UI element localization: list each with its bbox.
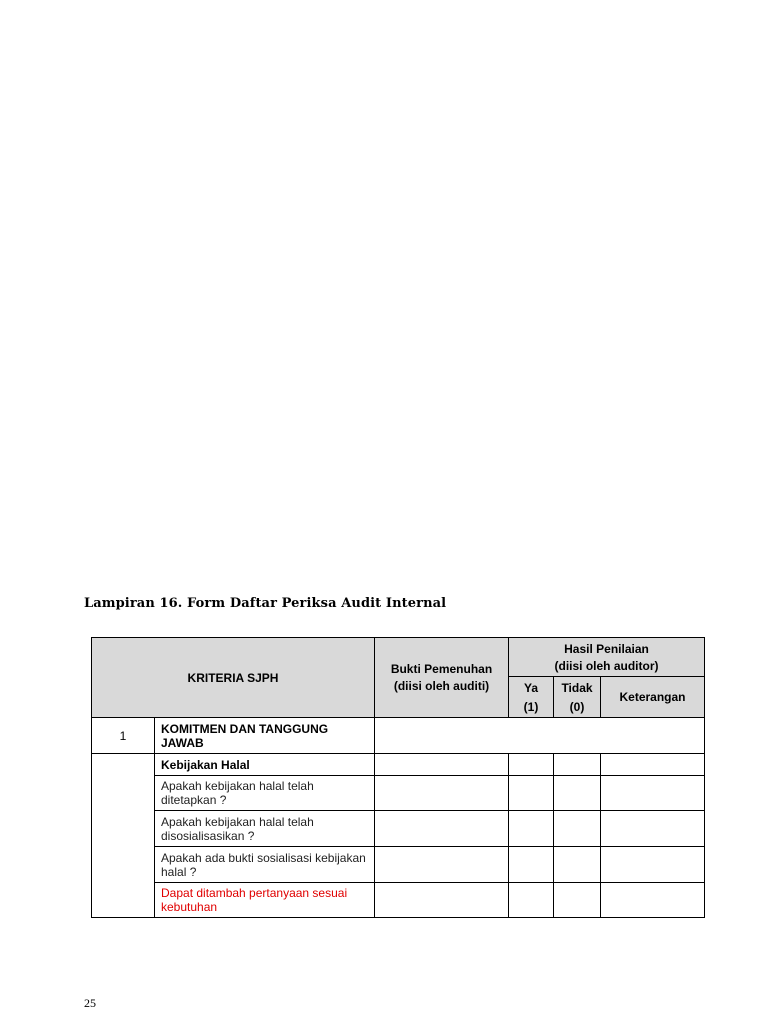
bukti-cell[interactable]	[375, 776, 509, 811]
header-kriteria: KRITERIA SJPH	[92, 638, 375, 718]
bukti-cell[interactable]	[375, 847, 509, 883]
ya-cell[interactable]	[509, 847, 554, 883]
header-hasil-line1: Hasil Penilaian	[564, 641, 649, 656]
subsection-row	[92, 754, 705, 776]
section-number: 1	[92, 718, 155, 754]
additional-questions-note: Dapat ditambah pertanyaan sesuai kebutuhan	[155, 883, 375, 918]
header-tidak-line2: (0)	[569, 699, 585, 714]
header-bukti-line1: Bukti Pemenuhan	[390, 662, 493, 676]
tidak-cell[interactable]	[554, 883, 601, 918]
header-bukti-line2: (diisi oleh auditi)	[393, 679, 490, 693]
header-tidak-line1: Tidak	[561, 680, 593, 695]
bukti-cell[interactable]	[375, 811, 509, 847]
ya-cell[interactable]	[509, 754, 554, 776]
tidak-cell[interactable]	[554, 847, 601, 883]
header-hasil-line2: (diisi oleh auditor)	[554, 658, 659, 673]
header-ya	[509, 677, 554, 718]
question-row	[92, 776, 705, 811]
header-ya-line1: Ya	[523, 680, 538, 695]
number-column-empty	[92, 754, 155, 918]
question-text: Apakah ada bukti sosialisasi kebijakan halal ?	[155, 847, 375, 883]
note-row	[92, 883, 705, 918]
keterangan-cell[interactable]	[601, 776, 705, 811]
tidak-cell[interactable]	[554, 776, 601, 811]
bukti-cell[interactable]	[375, 754, 509, 776]
page-number: 25	[84, 996, 96, 1010]
header-ya-line2: (1)	[523, 699, 539, 714]
ya-cell[interactable]	[509, 883, 554, 918]
subsection-title: Kebijakan Halal	[155, 754, 375, 776]
document-title: Lampiran 16. Form Daftar Periksa Audit Internal	[84, 596, 447, 611]
tidak-cell[interactable]	[554, 811, 601, 847]
question-text: Apakah kebijakan halal telah ditetapkan ?	[155, 776, 375, 811]
header-bukti-pemenuhan	[375, 638, 509, 718]
ya-cell[interactable]	[509, 776, 554, 811]
keterangan-cell[interactable]	[601, 883, 705, 918]
keterangan-cell[interactable]	[601, 754, 705, 776]
section-title: KOMITMEN DAN TANGGUNG JAWAB	[155, 718, 375, 754]
audit-checklist-table	[91, 637, 705, 918]
bukti-cell[interactable]	[375, 883, 509, 918]
question-text: Apakah kebijakan halal telah disosialisasikan ?	[155, 811, 375, 847]
keterangan-cell[interactable]	[601, 811, 705, 847]
tidak-cell[interactable]	[554, 754, 601, 776]
section-row	[92, 718, 705, 754]
question-row	[92, 811, 705, 847]
header-keterangan: Keterangan	[601, 677, 705, 718]
header-tidak	[554, 677, 601, 718]
header-hasil-penilaian	[509, 638, 705, 677]
header-row-1	[92, 638, 705, 677]
keterangan-cell[interactable]	[601, 847, 705, 883]
question-row	[92, 847, 705, 883]
ya-cell[interactable]	[509, 811, 554, 847]
section-empty-cell	[375, 718, 705, 754]
